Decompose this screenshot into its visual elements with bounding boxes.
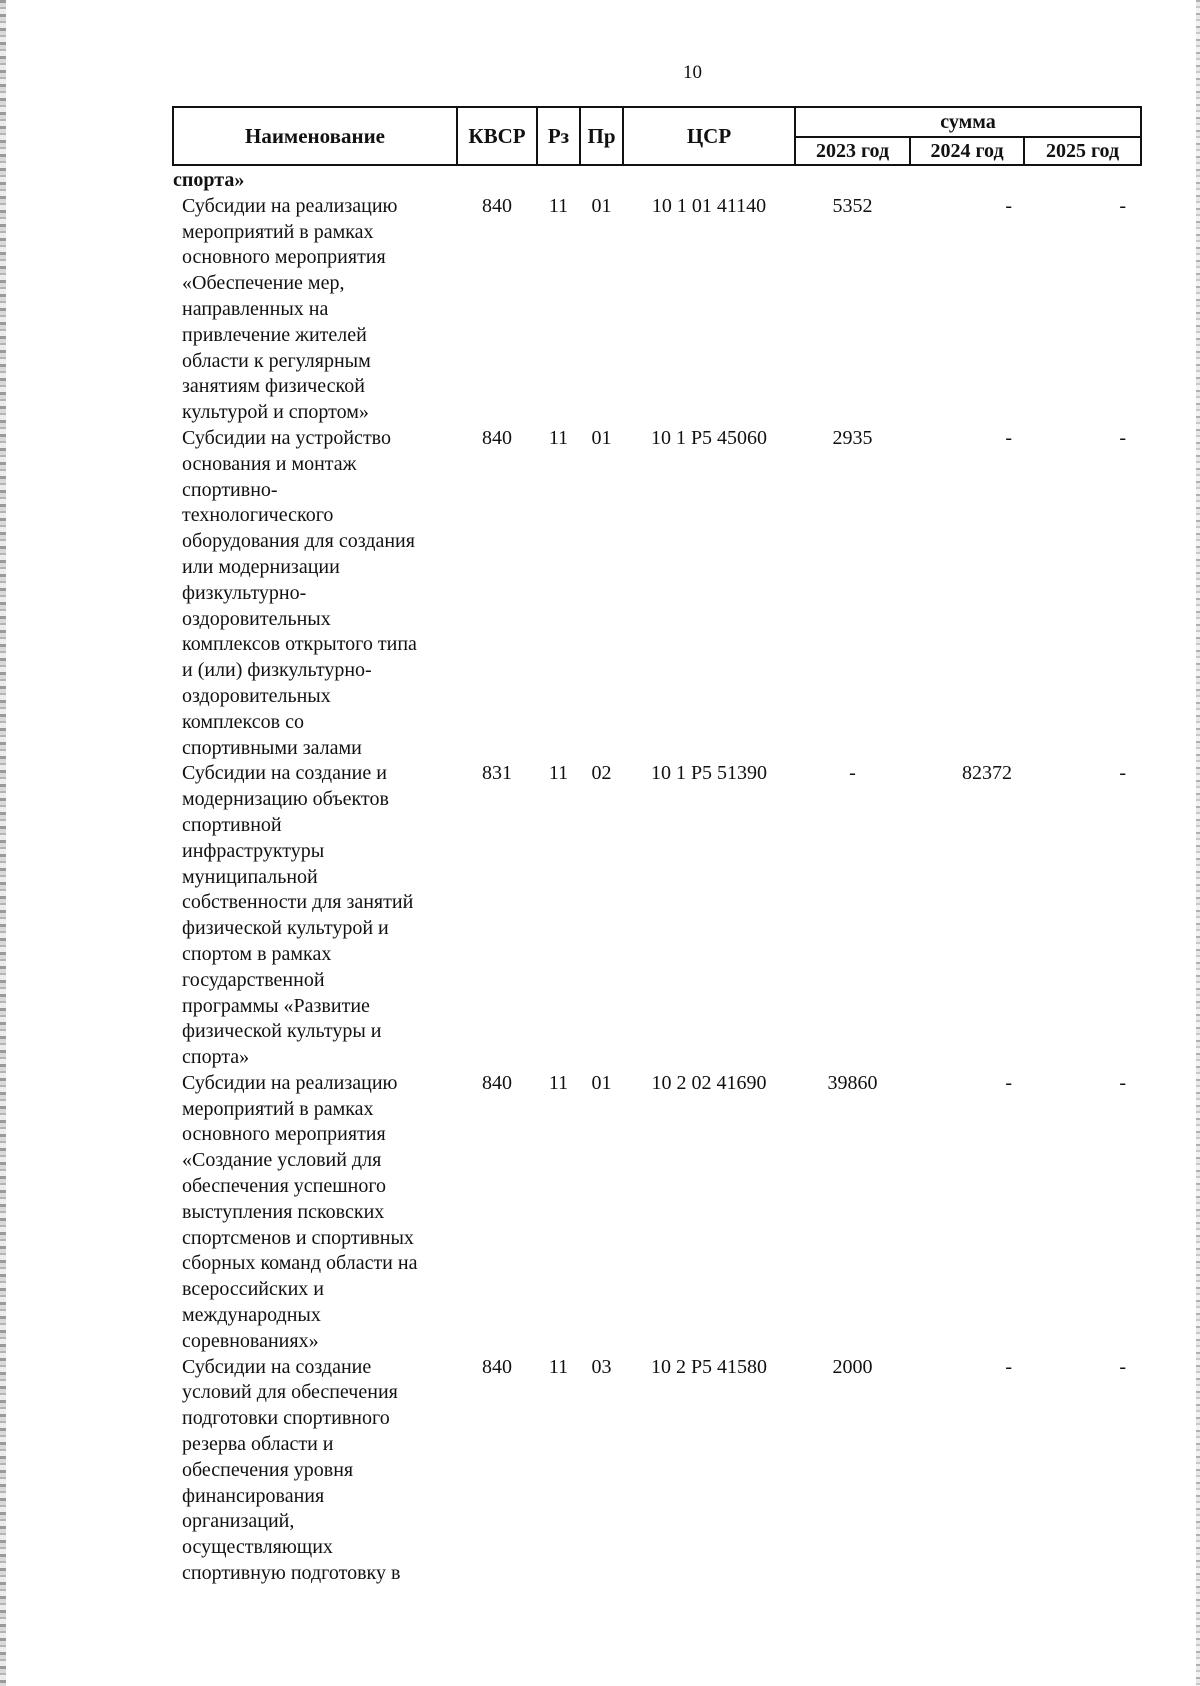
budget-table [172, 106, 1142, 1587]
row-pr: 03 [591, 1355, 612, 1378]
header-year-2025: 2025 год [1024, 137, 1141, 165]
row-kvsr: 840 [482, 1071, 512, 1094]
row-sum-2023: 39860 [827, 1071, 878, 1094]
row-sum-2025: - [1119, 762, 1126, 785]
table-row [173, 1355, 1141, 1587]
row-kvsr: 840 [482, 194, 512, 217]
row-name: Субсидии на создание и модернизацию объектов спортивной инфраструктуры муниципальной собственности для занятий физической культурой и спортом в рамках государственной программы «Развитие физической культуры и спорта» [182, 762, 414, 1069]
table-row [173, 426, 1141, 761]
table-row [173, 194, 1141, 426]
header-year-2024: 2024 год [910, 137, 1024, 165]
row-sum-2024: - [1005, 1355, 1012, 1378]
header-csr: ЦСР [623, 107, 795, 165]
header-pr: Пр [580, 107, 623, 165]
header-sum: сумма [795, 107, 1141, 137]
row-rz: 11 [548, 194, 569, 217]
row-sum-2025: - [1119, 426, 1126, 449]
row-sum-2023: 5352 [832, 194, 873, 217]
row-csr: 10 1 Р5 51390 [650, 762, 768, 785]
row-name: Субсидии на реализацию мероприятий в рамках основного мероприятия «Создание условий для обеспечения успешного выступления псковских спортсменов и спортивных сборных команд области на всероссийских и международных соревнованиях» [182, 1071, 418, 1352]
row-csr: 10 1 01 41140 [651, 194, 767, 217]
row-name: Субсидии на реализацию мероприятий в рамках основного мероприятия «Обеспечение мер, направленных на привлечение жителей области к регулярным занятиям физической культурой и спортом» [182, 194, 398, 424]
row-sum-2023: 2935 [832, 426, 873, 449]
row-sum-2024: - [1005, 1071, 1012, 1094]
header-name: Наименование [173, 107, 457, 165]
row-rz: 11 [548, 426, 569, 449]
header-rz: Рз [537, 107, 580, 165]
row-name: Субсидии на устройство основания и монтаж спортивно- технологического оборудования для создания или модернизации физкультурно- оздоровительных комплексов открытого типа и (или) физкультурно- оздоровительных комплексов со спортивными залами [182, 426, 417, 759]
row-sum-2025: - [1119, 1355, 1126, 1378]
row-csr: 10 1 Р5 45060 [650, 426, 768, 449]
row-csr: 10 2 Р5 41580 [650, 1355, 768, 1378]
table-row [173, 761, 1141, 1071]
row-sum-2025: - [1119, 194, 1126, 217]
row-rz: 11 [548, 1071, 569, 1094]
row-sum-2024: - [1005, 426, 1012, 449]
row-sum-2024: - [1005, 194, 1012, 217]
row-rz: 11 [548, 762, 569, 785]
row-rz: 11 [548, 1355, 569, 1378]
table-row [173, 1071, 1141, 1355]
row-name: Субсидии на создание условий для обеспечения подготовки спортивного резерва области и обеспечения уровня финансирования организаций, осуществляющих спортивную подготовку в [182, 1355, 401, 1585]
row-sum-2023: - [849, 762, 856, 785]
table-body [173, 165, 1141, 1587]
row-csr: 10 2 02 41690 [651, 1071, 767, 1094]
row-sum-2024: 82372 [962, 762, 1012, 785]
row-sum-2025: - [1119, 1071, 1126, 1094]
row-kvsr: 840 [482, 426, 512, 449]
row-sum-2023: 2000 [832, 1355, 873, 1378]
row-pr: 02 [591, 762, 612, 785]
row-pr: 01 [591, 1071, 612, 1094]
page-number: 10 [683, 62, 702, 83]
row-kvsr: 840 [482, 1355, 512, 1378]
header-year-2023: 2023 год [795, 137, 910, 165]
scan-edge-left [0, 0, 6, 1686]
scan-edge-right [1196, 0, 1200, 1686]
continuation-row [173, 165, 1141, 194]
table-header [173, 107, 1141, 165]
row-pr: 01 [591, 426, 612, 449]
header-kvsr: КВСР [457, 107, 537, 165]
row-pr: 01 [591, 194, 612, 217]
row-kvsr: 831 [482, 762, 512, 785]
continuation-text: спорта» [173, 169, 245, 191]
